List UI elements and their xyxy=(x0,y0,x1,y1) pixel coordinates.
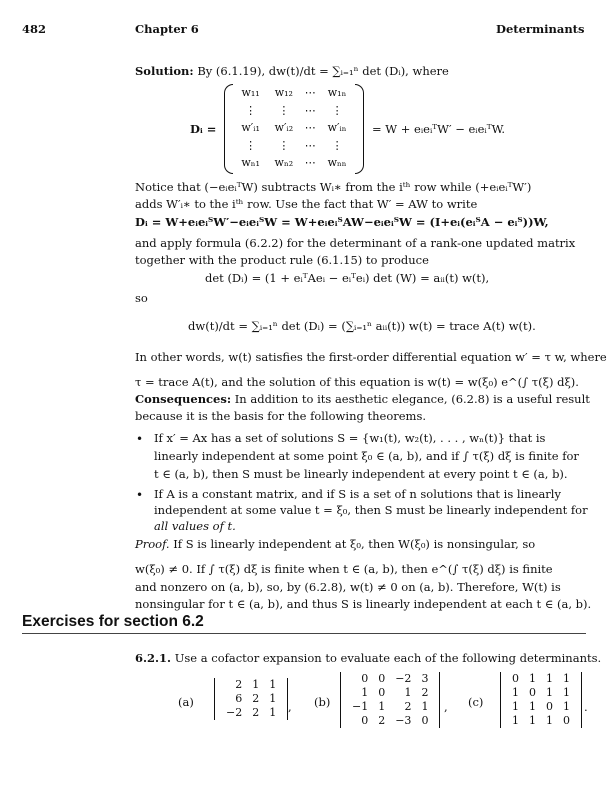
determinant-cell: −1 xyxy=(352,700,369,713)
di-matrix-cell: w′ᵢ₁ xyxy=(241,121,260,135)
di-matrix-cell: wₙ₂ xyxy=(274,156,294,170)
determinant-row xyxy=(221,678,281,692)
di-lhs: Dᵢ = xyxy=(190,122,217,136)
determinant-row xyxy=(507,714,575,728)
determinant-cell: 1 xyxy=(361,686,369,699)
part-a-label: (a) xyxy=(178,695,194,709)
determinant-cell: 2 xyxy=(404,700,412,713)
consequences-label: Consequences: xyxy=(135,392,232,406)
bullet-2-line-3: all values of t. xyxy=(154,519,236,533)
determinant-cell: 2 xyxy=(252,692,260,705)
di-matrix-cell: ⋯ xyxy=(304,86,316,100)
determinant-cell: 0 xyxy=(563,714,570,727)
determinant-cell: 1 xyxy=(563,700,570,713)
determinant-cell: 1 xyxy=(404,686,412,699)
solution-intro-text: By (6.1.19), dw(t)/dt = ∑ᵢ₌₁ⁿ det (Dᵢ), where xyxy=(197,64,449,78)
determinant-b xyxy=(340,672,440,728)
determinant-cell: 1 xyxy=(546,686,553,699)
proof-line-1-wrap xyxy=(135,539,535,551)
di-matrix-cell: wₙ₁ xyxy=(241,156,260,170)
di-matrix-row xyxy=(234,137,354,155)
page-number: 482 xyxy=(22,22,47,36)
consequences-text: In addition to its aesthetic elegance, (6.2.8) is a useful result xyxy=(234,392,590,406)
determinant-cell: 1 xyxy=(252,678,260,691)
di-matrix-cell: ⋮ xyxy=(331,103,343,117)
exercise-number: 6.2.1. xyxy=(135,651,172,665)
so-word: so xyxy=(135,291,148,305)
proof-line-2: w(ξ₀) ≠ 0. If ∫ τ(ξ) dξ is finite when t ∈ (a, b), then e^(∫ τ(ξ) dξ) is finite xyxy=(135,562,553,576)
determinant-cell: 2 xyxy=(421,686,429,699)
determinant-row xyxy=(347,686,433,700)
body-line-6: In other words, w(t) satisfies the first-order differential equation w′ = τ w, where xyxy=(135,350,607,364)
determinant-row xyxy=(507,686,575,700)
determinant-cell: 1 xyxy=(421,700,429,713)
proof-line-3: and nonzero on (a, b), so, by (6.2.8), w(t) ≠ 0 on (a, b). Therefore, W(t) is xyxy=(135,580,561,594)
di-matrix-cell: ⋯ xyxy=(304,121,316,135)
determinant-c xyxy=(500,672,582,728)
proof-line-4: nonsingular for t ∈ (a, b), and thus S is linearly independent at each t ∈ (a, b). xyxy=(135,597,592,611)
body-line-2: adds W′ᵢ∗ to the iᵗʰ row. Use the fact that W′ = AW to write xyxy=(135,197,478,211)
determinant-cell: 1 xyxy=(269,692,277,705)
determinant-cell: 1 xyxy=(269,706,277,719)
di-matrix-cell: ⋮ xyxy=(245,103,257,117)
di-matrix-cell: ⋮ xyxy=(278,103,290,117)
exercise-prompt-line xyxy=(135,653,601,665)
body-line-9: because it is the basis for the following theorems. xyxy=(135,409,427,423)
left-paren xyxy=(224,84,233,174)
determinant-cell: −2 xyxy=(226,706,243,719)
di-matrix-cell: ⋮ xyxy=(245,138,257,152)
determinant-cell: 0 xyxy=(361,672,369,685)
di-matrix-cell: ⋯ xyxy=(304,103,316,117)
bullet-2-symbol: • xyxy=(136,488,144,502)
exercise-prompt: Use a cofactor expansion to evaluate each of the following determinants. xyxy=(174,651,602,665)
di-matrix-cell: ⋯ xyxy=(304,156,316,170)
solution-label: Solution: xyxy=(135,64,194,78)
determinant-row xyxy=(347,700,433,714)
right-paren xyxy=(355,84,364,174)
determinant-cell: −3 xyxy=(395,714,412,727)
determinant-cell: 2 xyxy=(252,706,260,719)
part-c-label: (c) xyxy=(468,695,484,709)
solution-intro-line xyxy=(135,66,449,78)
determinant-cell: 1 xyxy=(529,700,536,713)
di-matrix-cell: ⋮ xyxy=(331,138,343,152)
proof-line-1: If S is linearly independent at ξ₀, then W(ξ₀) is nonsingular, so xyxy=(173,537,536,551)
body-line-1: Notice that (−eᵢeᵢᵀW) subtracts Wᵢ∗ from the iᵗʰ row while (+eᵢeᵢᵀW′) xyxy=(135,180,532,194)
determinant-cell: 0 xyxy=(546,700,553,713)
part-c-sep: . xyxy=(584,700,588,714)
determinant-cell: 1 xyxy=(529,672,536,685)
determinant-row xyxy=(507,700,575,714)
di-matrix-row xyxy=(234,102,354,120)
determinant-row xyxy=(221,706,281,720)
di-rhs: = W + eᵢeᵢᵀW′ − eᵢeᵢᵀW. xyxy=(372,122,506,136)
di-matrix-row xyxy=(234,84,354,102)
part-b-label: (b) xyxy=(314,695,331,709)
di-matrix-cell: w′ᵢ₂ xyxy=(274,121,294,135)
section-rule xyxy=(22,633,586,634)
bullet-1-line-2: linearly independent at some point ξ₀ ∈ (a, b), and if ∫ τ(ξ) dξ is finite for xyxy=(154,449,579,463)
chapter-label: Chapter 6 xyxy=(135,22,199,36)
bullet-2-line-2: independent at some value t = ξ₀, then S must be linearly independent for xyxy=(154,503,588,517)
part-a-sep: , xyxy=(288,700,292,714)
determinant-row xyxy=(347,672,433,686)
di-matrix-row xyxy=(234,154,354,172)
bullet-1-symbol: • xyxy=(136,432,144,446)
determinant-cell: −2 xyxy=(395,672,412,685)
determinant-cell: 0 xyxy=(421,714,429,727)
bullet-1-line-3: t ∈ (a, b), then S must be linearly independent at every point t ∈ (a, b). xyxy=(154,467,568,481)
bullet-1-line-1: If x′ = Ax has a set of solutions S = {w₁(t), w₂(t), . . . , wₙ(t)} that is xyxy=(154,431,546,445)
determinant-cell: 2 xyxy=(235,678,243,691)
determinant-cell: 1 xyxy=(563,686,570,699)
di-matrix-cell: w′ᵢₙ xyxy=(327,121,347,135)
proof-label: Proof. xyxy=(135,537,170,551)
di-matrix-cell: wₙₙ xyxy=(327,156,347,170)
determinant-cell: 1 xyxy=(512,700,519,713)
consequences-line xyxy=(135,394,590,406)
determinant-cell: 0 xyxy=(378,686,386,699)
bullet-2-line-1: If A is a constant matrix, and if S is a set of n solutions that is linearly xyxy=(154,487,561,501)
equation-sum: dw(t)/dt = ∑ᵢ₌₁ⁿ det (Dᵢ) = (∑ᵢ₌₁ⁿ aᵢᵢ(t)) w(t) = trace A(t) w(t). xyxy=(188,319,536,333)
body-line-5: together with the product rule (6.1.15) to produce xyxy=(135,253,429,267)
di-matrix-cell: ⋯ xyxy=(304,138,316,152)
di-matrix xyxy=(224,84,364,172)
determinant-cell: 1 xyxy=(512,686,519,699)
equation-det-di: det (Dᵢ) = (1 + eᵢᵀAeᵢ − eᵢᵀeᵢ) det (W) = aᵢᵢ(t) w(t), xyxy=(205,271,490,285)
di-matrix-cell: w₁ₙ xyxy=(327,86,347,100)
determinant-cell: 1 xyxy=(563,672,570,685)
determinant-cell: 6 xyxy=(235,692,243,705)
determinant-cell: 3 xyxy=(421,672,429,685)
body-line-4: and apply formula (6.2.2) for the determinant of a rank-one updated matrix xyxy=(135,236,576,250)
determinant-cell: 0 xyxy=(361,714,369,727)
di-matrix-cell: ⋮ xyxy=(278,138,290,152)
determinant-row xyxy=(507,672,575,686)
determinant-cell: 1 xyxy=(512,714,519,727)
determinant-cell: 1 xyxy=(546,714,553,727)
determinant-cell: 1 xyxy=(378,700,386,713)
di-matrix-row xyxy=(234,119,354,137)
determinant-cell: 0 xyxy=(529,686,536,699)
determinant-cell: 2 xyxy=(378,714,386,727)
exercises-heading: Exercises for section 6.2 xyxy=(22,613,204,630)
determinant-row xyxy=(347,714,433,728)
determinant-cell: 0 xyxy=(512,672,519,685)
determinant-cell: 1 xyxy=(529,714,536,727)
determinant-row xyxy=(221,692,281,706)
determinant-cell: 1 xyxy=(269,678,277,691)
body-line-7: τ = trace A(t), and the solution of this equation is w(t) = w(ξ₀) e^(∫ τ(ξ) dξ). xyxy=(135,375,579,389)
determinant-cell: 0 xyxy=(378,672,386,685)
part-b-sep: , xyxy=(444,700,448,714)
di-matrix-table xyxy=(234,84,354,172)
di-matrix-cell: w₁₂ xyxy=(274,86,293,100)
determinant-a xyxy=(214,678,288,720)
di-matrix-cell: w₁₁ xyxy=(241,86,260,100)
determinant-cell: 1 xyxy=(546,672,553,685)
body-line-3: Dᵢ = W+eᵢeᵢᵀW′−eᵢeᵢᵀW = W+eᵢeᵢᵀAW−eᵢeᵢᵀW = (I+eᵢ(eᵢᵀA − eᵢᵀ))W, xyxy=(135,215,549,229)
running-title: Determinants xyxy=(496,22,585,36)
